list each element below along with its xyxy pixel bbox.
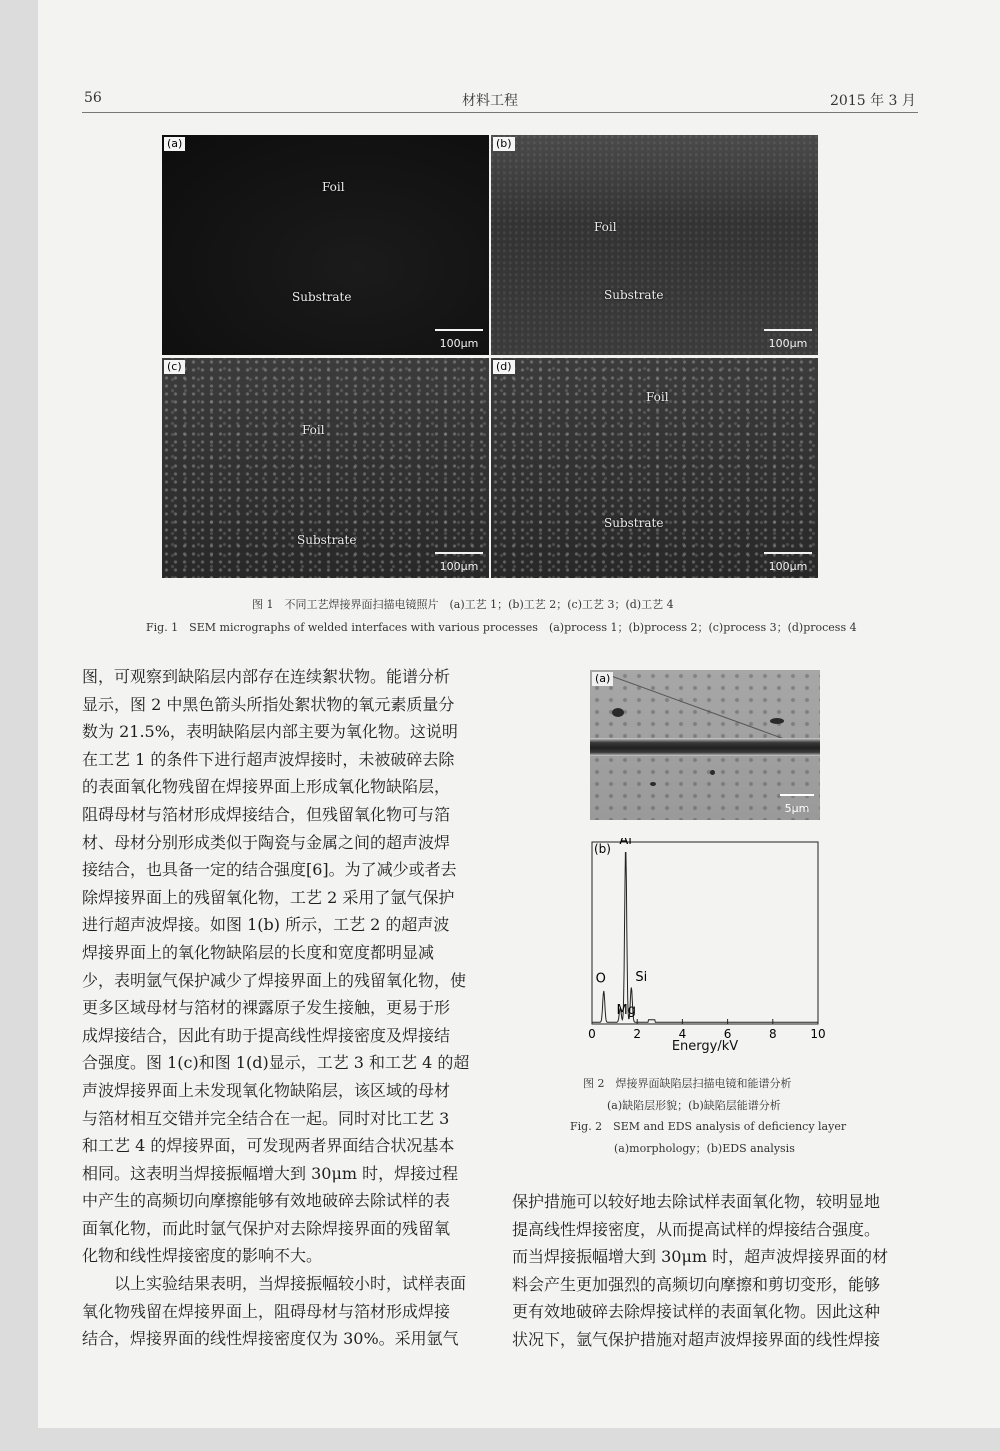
figure2-caption-en-line2: (a)morphology；(b)EDS analysis [614, 1142, 795, 1155]
text-line: 状况下，氩气保护措施对超声波焊接界面的线性焊接 [512, 1329, 881, 1349]
particle [770, 718, 784, 724]
header-rule [82, 112, 918, 113]
panel-tag: (b) [493, 137, 515, 151]
figure1-caption-cn: 图 1 不同工艺焊接界面扫描电镜照片 (a)工艺 1；(b)工艺 2；(c)工艺 3；(d)工艺 4 [252, 598, 674, 611]
text-line: 面氧化物，而此时氩气保护对去除焊接界面的残留氧 [82, 1218, 451, 1238]
text-line: 除焊接界面上的残留氧化物，工艺 2 采用了氩气保护 [82, 887, 455, 907]
text-line: 更有效地破碎去除焊接试样的表面氧化物。因此这种 [512, 1302, 881, 1322]
peak-label-si: Si [635, 970, 648, 986]
panel-tag: (d) [493, 360, 515, 374]
spectrum-line [592, 853, 818, 1023]
body-text-left [82, 663, 482, 1353]
particle [612, 708, 624, 717]
x-tick-label: 6 [723, 1027, 732, 1041]
text-line: 合强度。图 1(c)和图 1(d)显示，工艺 3 和工艺 4 的超 [82, 1053, 470, 1073]
text-line: 和工艺 4 的焊接界面，可发现两者界面结合状况基本 [82, 1136, 455, 1156]
foil-label: Foil [322, 180, 345, 194]
scale-bar [764, 552, 812, 574]
text-line: 结合，焊接界面的线性焊接密度仅为 30%。采用氩气 [82, 1329, 459, 1349]
x-tick-label: 0 [588, 1027, 596, 1041]
eds-chart-svg [585, 838, 835, 1058]
text-line: 材、母材分别形成类似于陶瓷与金属之间的超声波焊 [82, 832, 451, 852]
peak-label-o: O [595, 971, 606, 987]
text-line: 少，表明氩气保护减少了焊接界面上的残留氧化物，使 [82, 970, 467, 990]
peak-label-al: Al [619, 838, 632, 848]
text-line: 进行超声波焊接。如图 1(b) 所示，工艺 2 的超声波 [82, 915, 450, 935]
scale-bar-label: 100μm [768, 337, 808, 350]
text-line: 声波焊接界面上未发现氧化物缺陷层，该区域的母材 [82, 1080, 451, 1100]
panel-tag: (c) [164, 360, 185, 374]
scale-bar [764, 329, 812, 351]
text-line: 提高线性焊接密度，从而提高试样的焊接结合强度。 [512, 1219, 881, 1239]
text-line: 与箔材相互交错并完全结合在一起。同时对比工艺 3 [82, 1108, 450, 1128]
journal-title: 材料工程 [462, 93, 518, 109]
text-line: 中产生的高频切向摩擦能够有效地破碎去除试样的表 [82, 1191, 451, 1211]
x-axis-label: Energy/kV [671, 1039, 739, 1054]
page-number: 56 [84, 90, 102, 106]
scale-bar [780, 794, 814, 816]
text-line: 化物和线性焊接密度的影响不大。 [82, 1246, 323, 1266]
text-line: 图，可观察到缺陷层内部存在连续絮状物。能谱分析 [82, 667, 451, 686]
panel-tag: (a) [592, 672, 613, 686]
figure2-caption-cn-line2: (a)缺陷层形貌；(b)缺陷层能谱分析 [607, 1099, 781, 1112]
figure2-caption-en-line1: Fig. 2 SEM and EDS analysis of deficiency layer [570, 1120, 847, 1133]
scale-bar-label: 100μm [439, 337, 479, 350]
text-line: 而当焊接振幅增大到 30μm 时，超声波焊接界面的材 [512, 1247, 889, 1267]
text-line: 成焊接结合，因此有助于提高线性焊接密度及焊接结 [82, 1025, 451, 1045]
sem-panel-c [162, 358, 489, 578]
scale-bar-label: 5μm [784, 802, 810, 815]
scale-bar-label: 100μm [439, 560, 479, 573]
text-line: 以上实验结果表明，当焊接振幅较小时，试样表面 [82, 1274, 467, 1294]
substrate-label: Substrate [292, 290, 352, 304]
foil-label: Foil [302, 423, 325, 437]
scale-bar [435, 552, 483, 574]
text-line: 接结合，也具备一定的结合强度[6]。为了减少或者去 [82, 860, 457, 880]
sem-panel-deficiency-layer [590, 670, 820, 820]
foil-label: Foil [594, 220, 617, 234]
text-line: 的表面氧化物残留在焊接界面上形成氧化物缺陷层， [82, 777, 451, 797]
figure2-caption-cn-line1: 图 2 焊接界面缺陷层扫描电镜和能谱分析 [583, 1077, 792, 1090]
text-line: 相同。这表明当焊接振幅增大到 30μm 时，焊接过程 [82, 1163, 459, 1183]
x-tick-label: 2 [633, 1027, 642, 1041]
text-line: 显示，图 2 中黑色箭头所指处絮状物的氧元素质量分 [82, 694, 455, 714]
peak-label-mg: Mg [616, 1003, 636, 1019]
particle [710, 770, 715, 775]
particle [650, 782, 656, 786]
body-text-right [512, 1188, 922, 1354]
panel-tag: (a) [164, 137, 185, 151]
text-line: 数为 21.5%，表明缺陷层内部主要为氧化物。这说明 [82, 722, 458, 742]
text-line: 阻碍母材与箔材形成焊接结合，但残留氧化物可与箔 [82, 804, 451, 824]
substrate-label: Substrate [604, 288, 664, 302]
sem-panel-d [491, 358, 818, 578]
sem-panel-a [162, 135, 489, 355]
figure1-caption-en: Fig. 1 SEM micrographs of welded interfaces with various processes (a)process 1；(b)process 2；(c)process 3；(d)process 4 [146, 621, 857, 634]
eds-spectrum-chart [585, 838, 835, 1058]
issue-date: 2015 年 3 月 [830, 93, 916, 109]
substrate-label: Substrate [604, 516, 664, 530]
text-line: 料会产生更加强烈的高频切向摩擦和剪切变形，能够 [512, 1274, 881, 1294]
text-line: 焊接界面上的氧化物缺陷层的长度和宽度都明显减 [82, 942, 435, 962]
scale-bar [435, 329, 483, 351]
scale-bar-label: 100μm [768, 560, 808, 573]
x-tick-label: 4 [678, 1027, 687, 1041]
x-tick-label: 8 [768, 1027, 777, 1041]
defect-layer-band [590, 738, 820, 756]
substrate-label: Substrate [297, 533, 357, 547]
x-tick-label: 10 [810, 1027, 826, 1041]
text-line: 在工艺 1 的条件下进行超声波焊接时，未被破碎去除 [82, 749, 455, 769]
panel-tag: (b) [594, 842, 611, 856]
sem-panel-b [491, 135, 818, 355]
text-line: 更多区域母材与箔材的裸露原子发生接触，更易于形 [82, 998, 451, 1018]
text-line: 保护措施可以较好地去除试样表面氧化物，较明显地 [512, 1192, 881, 1211]
foil-label: Foil [646, 390, 669, 404]
text-line: 氧化物残留在焊接界面上，阻碍母材与箔材形成焊接 [82, 1301, 451, 1321]
